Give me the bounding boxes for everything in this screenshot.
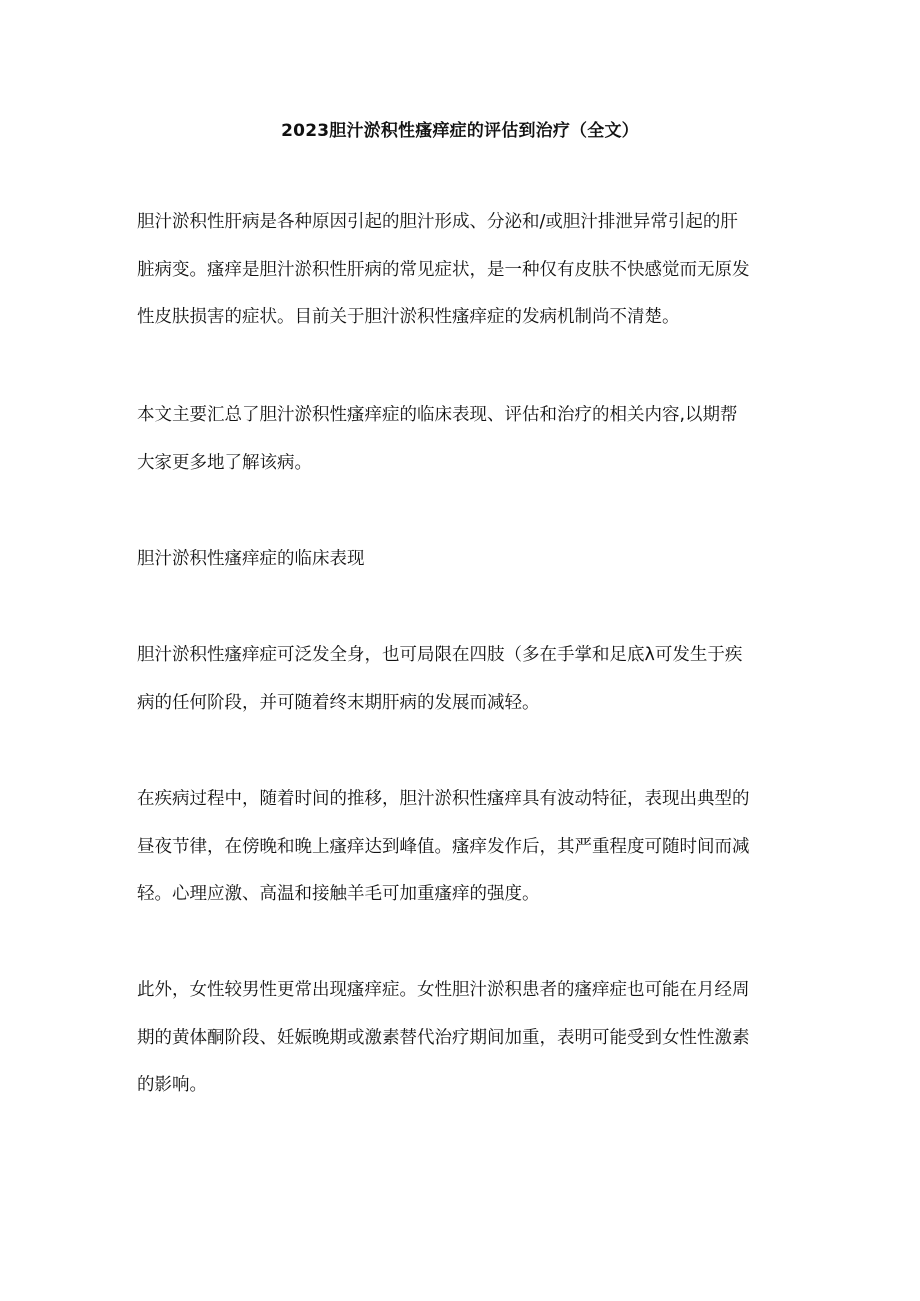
text-line: 的影响。	[137, 1075, 207, 1095]
document-title: 2023胆汁淤积性瘙痒症的评估到治疗（全文）	[281, 121, 639, 141]
paragraph-gender	[137, 967, 787, 1110]
text-line: 胆汁淤积性瘙痒症的临床表现	[137, 549, 365, 569]
paragraph-summary	[137, 392, 787, 487]
text-line: 本文主要汇总了胆汁淤积性瘙痒症的临床表现、评估和治疗的相关内容,以期帮	[137, 405, 738, 425]
section-heading	[137, 536, 787, 584]
text-line: 期的黄体酮阶段、妊娠晚期或激素替代治疗期间加重，表明可能受到女性性激素	[137, 1027, 750, 1048]
text-line: 昼夜节律，在傍晚和晚上瘙痒达到峰值。瘙痒发作后，其严重程度可随时间而减	[137, 836, 750, 857]
text-line: 性皮肤损害的症状。目前关于胆汁淤积性瘙痒症的发病机制尚不清楚。	[137, 307, 680, 327]
text-line: 轻。心理应激、高温和接触羊毛可加重瘙痒的强度。	[137, 884, 540, 904]
text-line: 此外，女性较男性更常出现瘙痒症。女性胆汁淤积患者的瘙痒症也可能在月经周	[137, 980, 750, 1000]
text-line: 大家更多地了解该病。	[137, 452, 312, 473]
paragraph-intro	[137, 199, 787, 342]
paragraph-distribution	[137, 632, 787, 727]
text-line: 病的任何阶段，并可随着终末期肝病的发展而减轻。	[137, 692, 540, 713]
text-line: 在疾病过程中，随着时间的推移，胆汁淤积性瘙痒具有波动特征，表现出典型的	[137, 789, 750, 809]
text-line: 胆汁淤积性肝病是各种原因引起的胆汁形成、分泌和/或胆汁排泄异常引起的肝	[137, 212, 738, 232]
paragraph-course	[137, 776, 787, 919]
text-line: 胆汁淤积性瘙痒症可泛发全身，也可局限在四肢（多在手掌和足底λ可发生于疾	[137, 645, 743, 665]
text-line: 脏病变。瘙痒是胆汁淤积性肝病的常见症状，是一种仅有皮肤不快感觉而无原发	[137, 259, 750, 280]
